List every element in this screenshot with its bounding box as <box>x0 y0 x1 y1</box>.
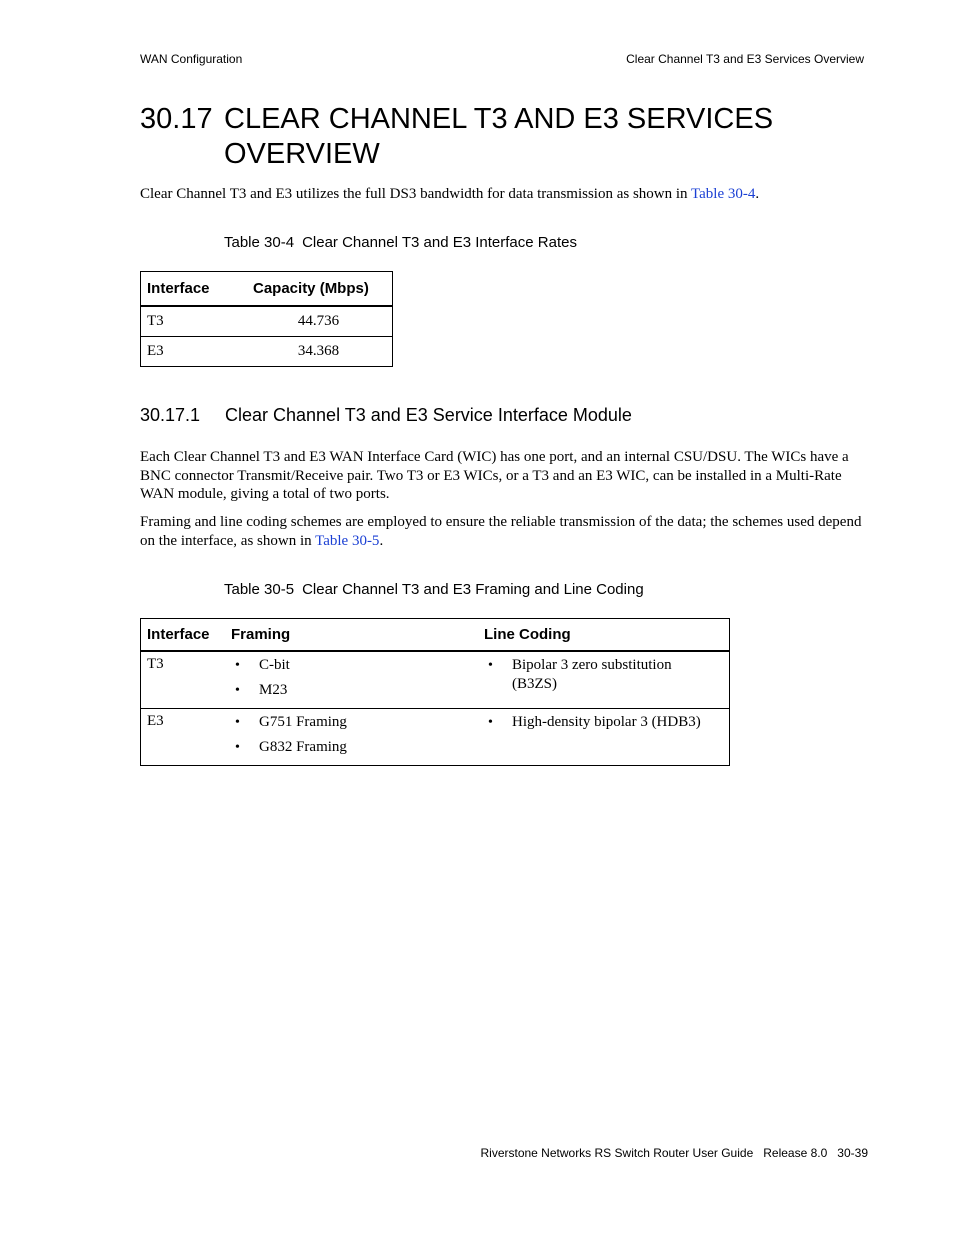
subsection-number: 30.17.1 <box>140 405 201 425</box>
coding-item: Bipolar 3 zero substitution (B3ZS) <box>512 657 672 692</box>
table1-caption-title: Clear Channel T3 and E3 Interface Rates <box>302 234 577 251</box>
intro-text: Clear Channel T3 and E3 utilizes the full DS3 bandwidth for data transmission as shown in <box>140 186 692 202</box>
table-header-row <box>141 619 730 652</box>
footer-release: Release 8.0 <box>763 1146 828 1160</box>
table1-caption-number: Table 30-4 <box>224 234 295 251</box>
cell-capacity: 34.368 <box>245 337 393 367</box>
column-header-capacity: Capacity (Mbps) <box>245 272 393 307</box>
framing-item: G832 Framing <box>259 739 347 755</box>
footer-guide-title: Riverstone Networks RS Switch Router User Guide <box>480 1146 754 1160</box>
wic-paragraph: Each Clear Channel T3 and E3 WAN Interface Card (WIC) has one port, and an internal CSU/DSU. The WICs have a BNC connector Transmit/Receive pair. Two T3 or E3 WICs, or a T3 and an E3 WIC, can be installed in a Multi-Rate WAN module, giving a total of two ports. <box>140 449 849 502</box>
bullet-icon: • <box>235 658 240 673</box>
list-item <box>484 713 729 732</box>
intro-end: . <box>755 186 760 202</box>
framing-line-coding-table <box>140 618 730 766</box>
cell-interface: E3 <box>141 337 246 367</box>
cell-line-coding <box>484 709 730 766</box>
bullet-icon: • <box>488 658 493 673</box>
table2-caption <box>224 581 644 598</box>
section-title-line2: OVERVIEW <box>224 138 380 170</box>
section-heading <box>140 102 773 172</box>
list-item <box>231 713 484 732</box>
running-header-left: WAN Configuration <box>140 52 243 66</box>
framing-item: C-bit <box>259 657 290 673</box>
cell-framing <box>231 709 484 766</box>
cell-interface: T3 <box>141 306 246 337</box>
column-header-interface: Interface <box>141 619 232 652</box>
intro-paragraph <box>140 185 870 204</box>
table-header-row <box>141 272 393 307</box>
table-row <box>141 651 730 709</box>
bullet-icon: • <box>488 715 493 730</box>
coding-item: High-density bipolar 3 (HDB3) <box>512 714 701 730</box>
cell-interface: E3 <box>141 709 232 766</box>
framing-text: Framing and line coding schemes are employed to ensure the reliable transmission of the data; the schemes used depend on the interface, as shown in <box>140 514 862 549</box>
cell-capacity: 44.736 <box>245 306 393 337</box>
table-row <box>141 709 730 766</box>
table-30-5-link[interactable]: Table 30-5 <box>315 532 380 549</box>
table1-caption <box>224 234 577 251</box>
cell-framing <box>231 651 484 709</box>
column-header-line-coding: Line Coding <box>484 619 730 652</box>
framing-paragraph <box>140 513 870 550</box>
section-title-line1: CLEAR CHANNEL T3 AND E3 SERVICES <box>224 103 774 135</box>
subsection-title: Clear Channel T3 and E3 Service Interface Module <box>225 405 632 425</box>
framing-end: . <box>379 532 384 549</box>
column-header-framing: Framing <box>231 619 484 652</box>
table2-caption-number: Table 30-5 <box>224 581 295 598</box>
bullet-icon: • <box>235 740 240 755</box>
cell-interface: T3 <box>141 651 232 709</box>
running-header-right: Clear Channel T3 and E3 Services Overview <box>626 52 864 66</box>
bullet-icon: • <box>235 715 240 730</box>
list-item <box>484 656 712 694</box>
framing-item: M23 <box>259 682 288 698</box>
footer-page-number: 30-39 <box>837 1146 868 1160</box>
table2-caption-title: Clear Channel T3 and E3 Framing and Line Coding <box>302 581 644 598</box>
bullet-icon: • <box>235 683 240 698</box>
list-item <box>231 738 484 757</box>
framing-item: G751 Framing <box>259 714 347 730</box>
list-item <box>231 681 484 700</box>
section-number: 30.17 <box>140 103 213 135</box>
cell-line-coding <box>484 651 730 709</box>
column-header-interface: Interface <box>141 272 246 307</box>
table-row <box>141 306 393 337</box>
page-footer <box>470 1146 868 1160</box>
list-item <box>231 656 484 675</box>
table-row <box>141 337 393 367</box>
subsection-heading <box>140 405 632 426</box>
table-30-4-link[interactable]: Table 30-4 <box>691 186 756 202</box>
interface-rates-table <box>140 271 393 367</box>
